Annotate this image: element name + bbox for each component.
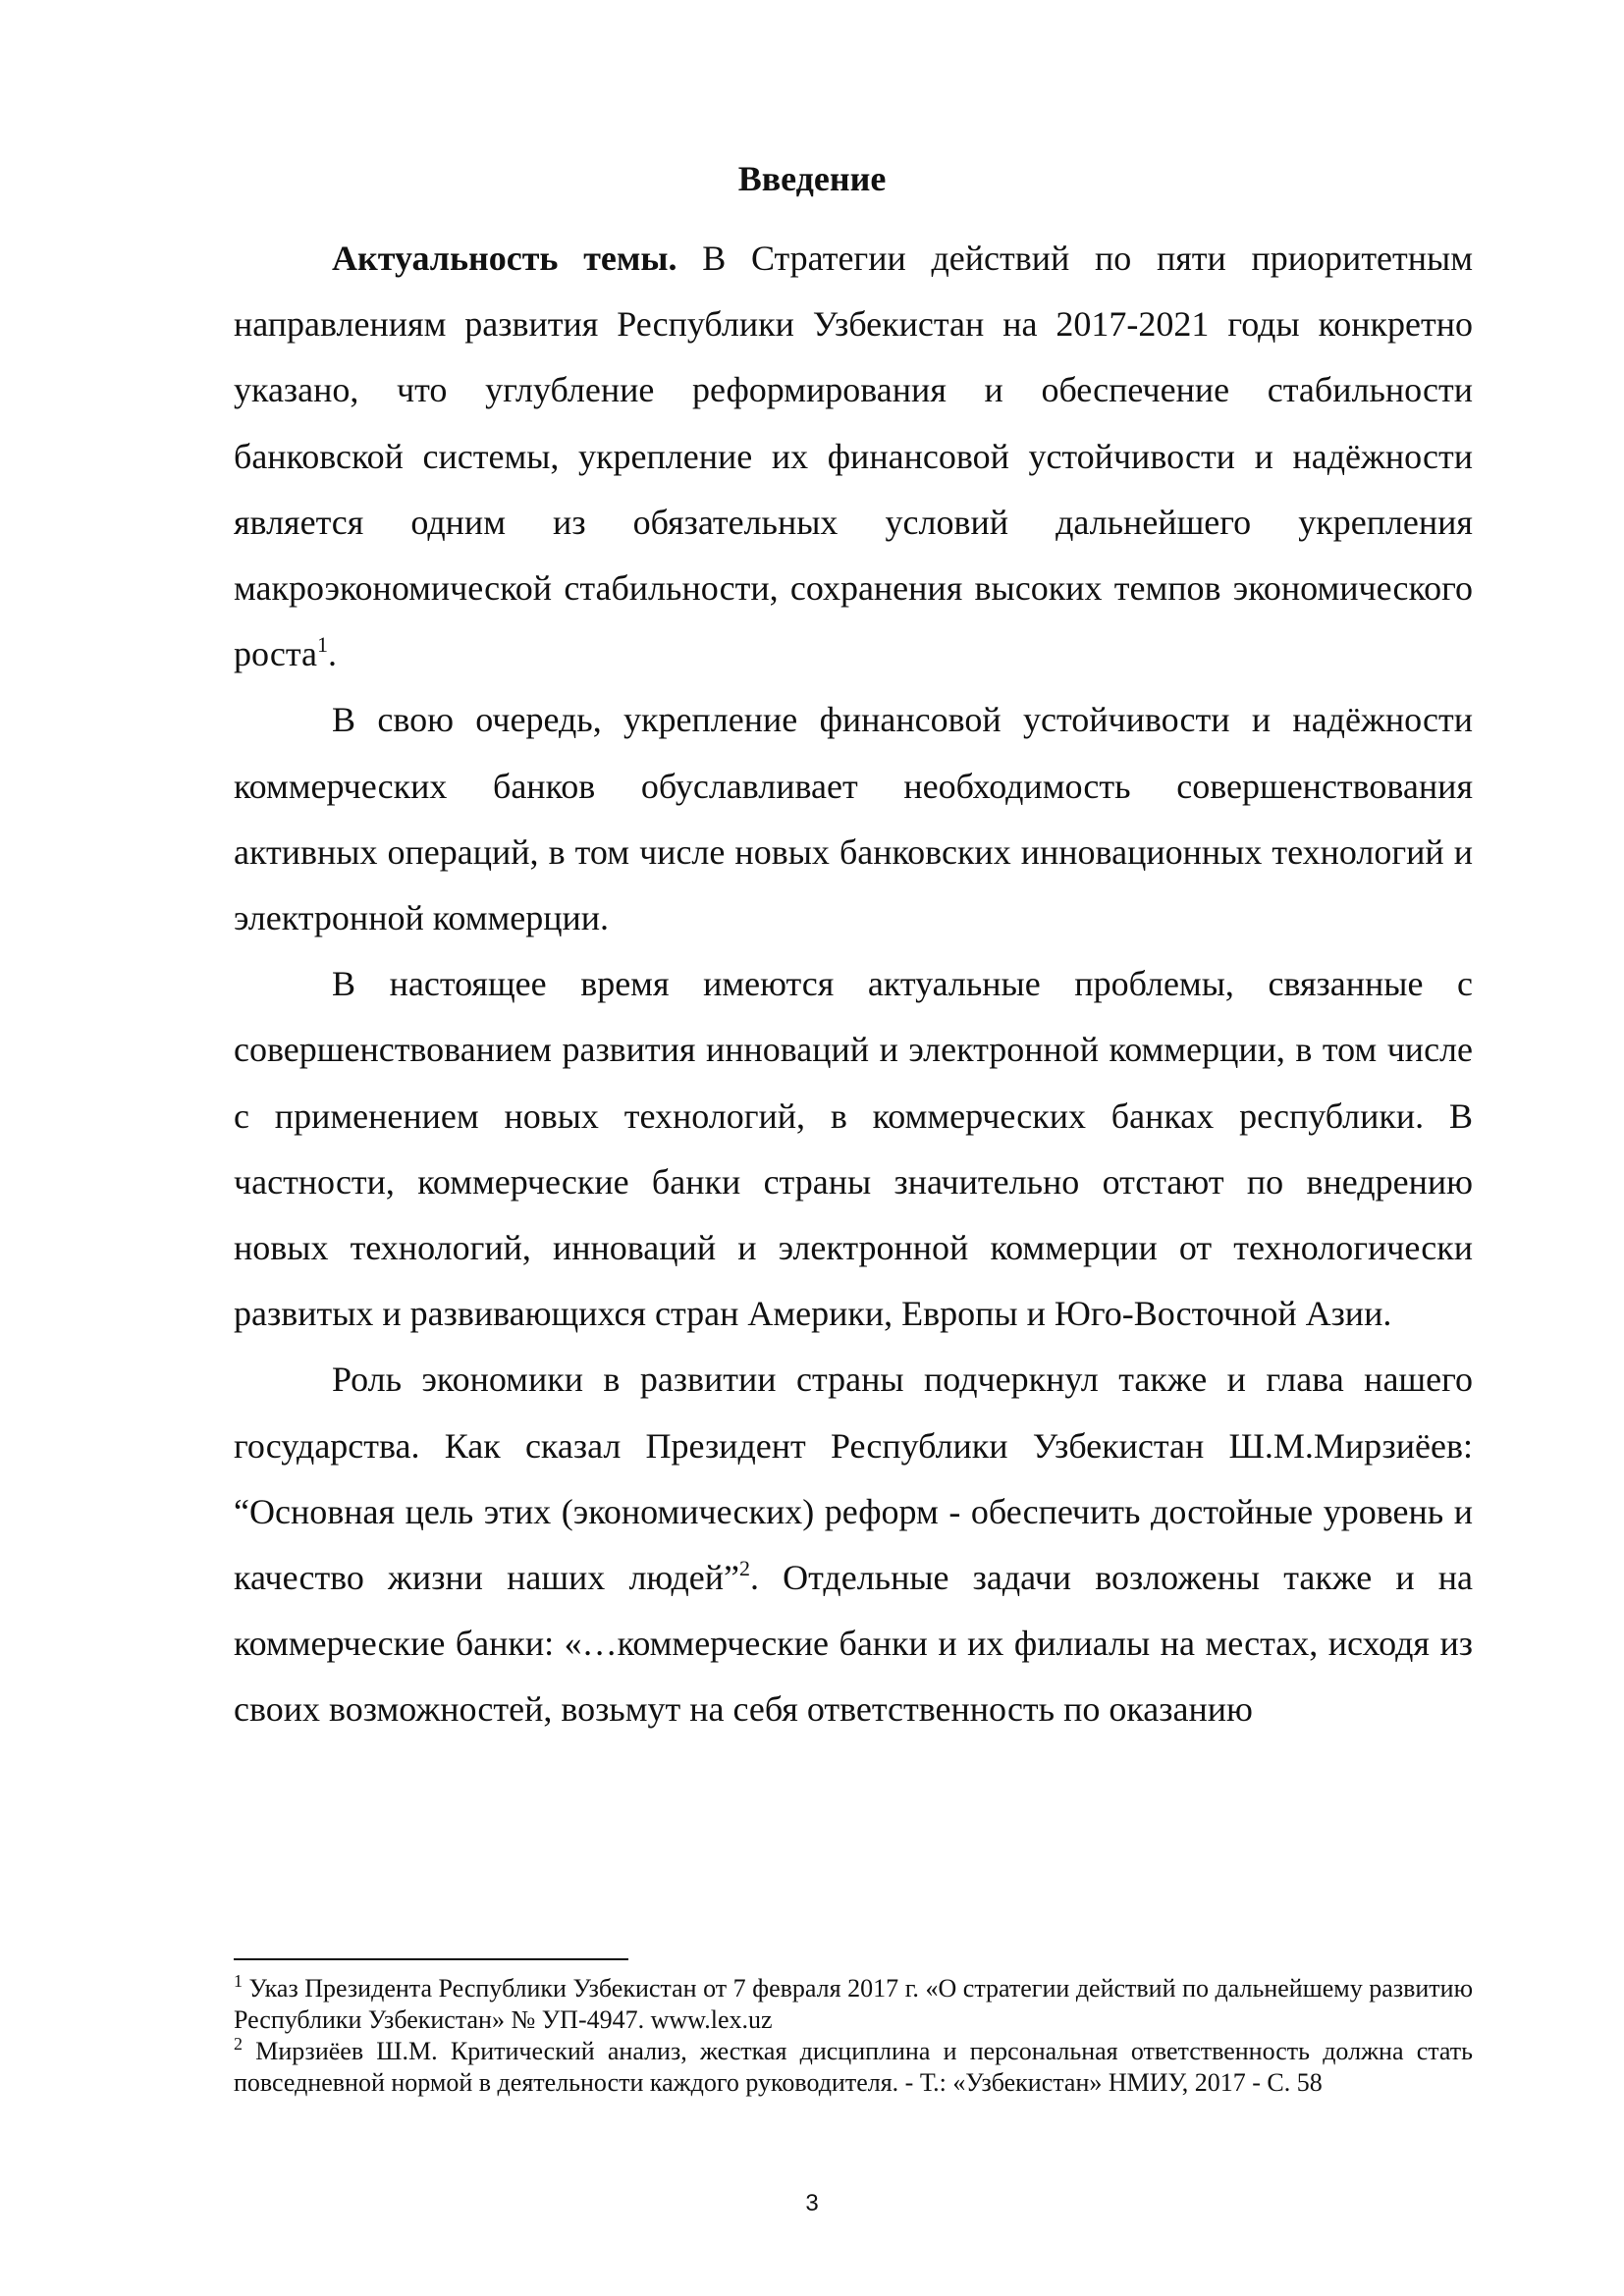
paragraph [234, 1347, 1473, 1742]
footnote-text: Указ Президента Республики Узбекистан от 7 февраля 2017 г. «О стратегии действий по дальнейшему развитию Республики Узбекистан» № УП-4947. www.lex.uz [234, 1974, 1473, 2034]
paragraph-tail: . Отдельные задачи возложены также и на коммерческие банки: «…коммерческие банки и их филиалы на местах, исходя из своих возможностей, возьмут на себя ответственность по оказанию [234, 1558, 1473, 1730]
footnote [234, 2036, 1473, 2099]
paragraph-text: Роль экономики в развитии страны подчеркнул также и глава нашего государства. Как сказал Президент Республики Узбекистан Ш.М.Мирзиёев: “Основная цель этих (экономических) реформ - обеспечить достойные уровень и качество жизни наших людей” [234, 1360, 1473, 1598]
footnote-text: Мирзиёев Ш.М. Критический анализ, жесткая дисциплина и персональная ответственность должна стать повседневной нормой в деятельности каждого руководителя. - Т.: «Узбекистан» НМИУ, 2017 - С. 58 [234, 2037, 1473, 2097]
paragraph-relevance [234, 226, 1473, 687]
page-title: Введение [737, 159, 887, 198]
body-text [234, 226, 1473, 1743]
paragraph-text: В свою очередь, укрепление финансовой устойчивости и надёжности коммерческих банков обуславливает необходимость совершенствования активных операций, в том числе новых банковских инновационных технологий и электронной коммерции. [234, 700, 1473, 938]
footnote-separator [234, 1958, 628, 1960]
footnote-marker: 1 [234, 1971, 243, 1991]
page-number: 3 [805, 2190, 819, 2216]
footnotes [234, 1973, 1473, 2099]
paragraph-text: В настоящее время имеются актуальные проблемы, связанные с совершенствованием развития инноваций и электронной коммерции, в том числе с применением новых технологий, в коммерческих банках республики. В частности, коммерческие банки страны значительно отстают по внедрению новых технологий, инноваций и электронной коммерции от технологически развитых и развивающихся стран Америки, Европы и Юго-Восточной Азии. [234, 964, 1473, 1334]
paragraph-lead: Актуальность темы. [332, 239, 677, 278]
paragraph-tail: . [328, 634, 338, 674]
paragraph [234, 687, 1473, 951]
paragraph [234, 951, 1473, 1347]
footnote [234, 1973, 1473, 2036]
footnote-reference: 2 [739, 1556, 751, 1581]
footnote-reference: 1 [317, 632, 329, 658]
paragraph-text: В Стратегии действий по пяти приоритетным направлениям развития Республики Узбекистан на 2017-2021 годы конкретно указано, что углубление реформирования и обеспечение стабильности банковской системы, укрепление их финансовой устойчивости и надёжности является одним из обязательных условий дальнейшего укрепления макроэкономической стабильности, сохранения высоких темпов экономического роста [234, 239, 1474, 674]
footnote-marker: 2 [234, 2034, 243, 2054]
